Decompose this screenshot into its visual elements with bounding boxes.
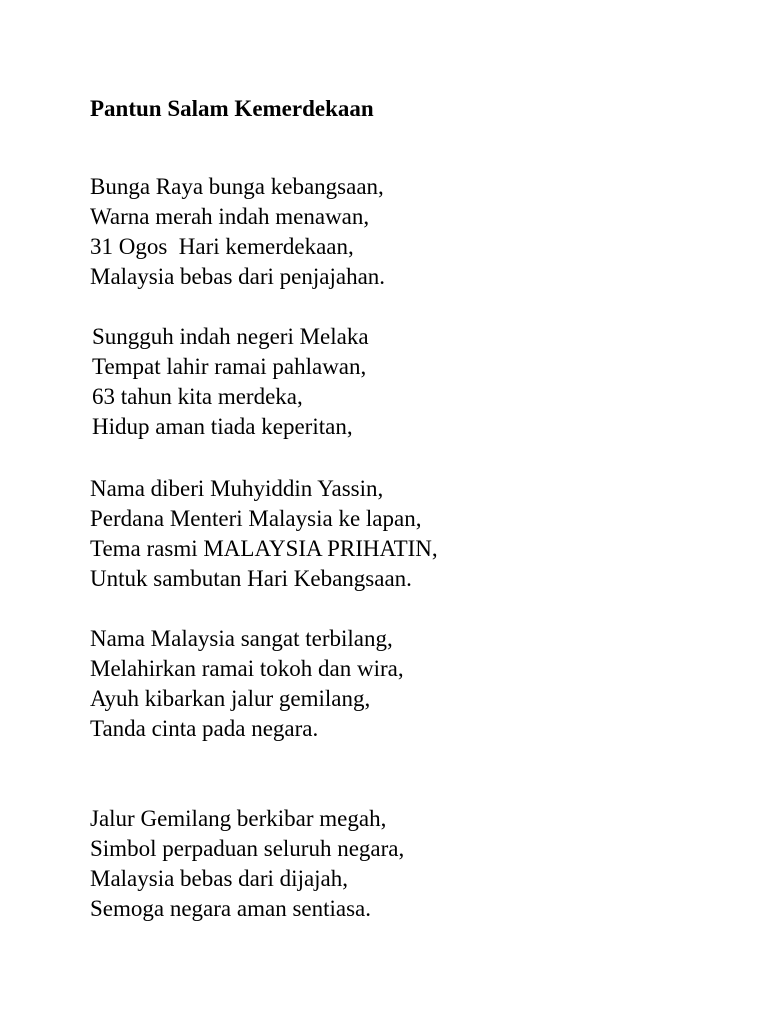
pantun-stanza-3 bbox=[90, 474, 438, 594]
stanza-line: Simbol perpaduan seluruh negara, bbox=[90, 836, 405, 861]
stanza-line: Hidup aman tiada keperitan, bbox=[92, 414, 353, 439]
stanza-line: Ayuh kibarkan jalur gemilang, bbox=[90, 686, 371, 711]
stanza-line: Malaysia bebas dari penjajahan. bbox=[90, 264, 386, 289]
stanza-line: Untuk sambutan Hari Kebangsaan. bbox=[90, 566, 412, 591]
stanza-line: Tanda cinta pada negara. bbox=[90, 716, 319, 741]
stanza-line: Warna merah indah menawan, bbox=[90, 204, 370, 229]
pantun-stanza-4 bbox=[90, 624, 404, 744]
stanza-line: Jalur Gemilang berkibar megah, bbox=[90, 806, 387, 831]
stanza-line: 63 tahun kita merdeka, bbox=[92, 384, 303, 409]
stanza-line: Bunga Raya bunga kebangsaan, bbox=[90, 174, 384, 199]
document-title: Pantun Salam Kemerdekaan bbox=[90, 96, 374, 121]
stanza-line: 31 Ogos Hari kemerdekaan, bbox=[90, 234, 354, 259]
stanza-line: Sungguh indah negeri Melaka bbox=[92, 324, 369, 349]
pantun-stanza-2 bbox=[92, 322, 369, 442]
stanza-line: Perdana Menteri Malaysia ke lapan, bbox=[90, 506, 422, 531]
stanza-line: Semoga negara aman sentiasa. bbox=[90, 896, 371, 921]
stanza-line: Tempat lahir ramai pahlawan, bbox=[92, 354, 367, 379]
stanza-line: Melahirkan ramai tokoh dan wira, bbox=[90, 656, 404, 681]
stanza-line: Nama Malaysia sangat terbilang, bbox=[90, 626, 393, 651]
stanza-line: Malaysia bebas dari dijajah, bbox=[90, 866, 349, 891]
pantun-stanza-1 bbox=[90, 172, 385, 292]
stanza-line: Tema rasmi MALAYSIA PRIHATIN, bbox=[90, 536, 438, 561]
stanza-line: Nama diberi Muhyiddin Yassin, bbox=[90, 476, 384, 501]
pantun-stanza-5 bbox=[90, 804, 404, 924]
